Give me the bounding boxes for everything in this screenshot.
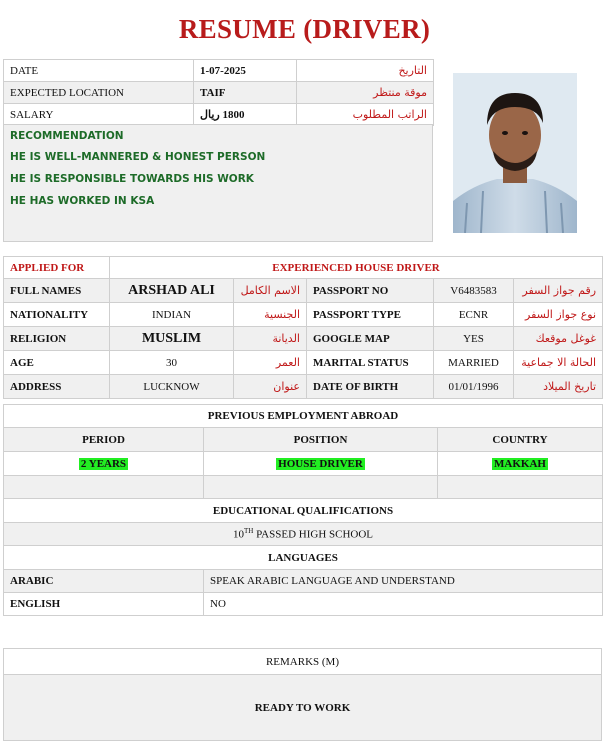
- employment-heading: PREVIOUS EMPLOYMENT ABROAD: [4, 405, 603, 428]
- nationality-value: INDIAN: [110, 303, 234, 327]
- salary-label-ar: الراتب المطلوب: [297, 104, 434, 126]
- marital-status-value: MARRIED: [434, 351, 514, 375]
- google-map-label: GOOGLE MAP: [307, 327, 434, 351]
- religion-value: MUSLIM: [110, 327, 234, 351]
- date-value: 1-07-2025: [194, 60, 297, 82]
- address-value: LUCKNOW: [110, 375, 234, 399]
- languages-heading: LANGUAGES: [4, 546, 603, 570]
- full-names-value: ARSHAD ALI: [110, 279, 234, 303]
- employment-table: [3, 404, 603, 616]
- remarks-label: REMARKS (M): [4, 649, 602, 675]
- address-label: ADDRESS: [4, 375, 110, 399]
- recommendation-box: [3, 124, 433, 242]
- country-value: MAKKAH: [494, 457, 546, 470]
- recommendation-line: HE IS WELL-MANNERED & HONEST PERSON: [10, 151, 266, 163]
- position-value: HOUSE DRIVER: [278, 457, 363, 470]
- date-label: DATE: [4, 60, 194, 82]
- language-level: NO: [204, 593, 603, 616]
- language-name: ARABIC: [4, 570, 204, 593]
- date-of-birth-label-ar: تاريخ الميلاد: [514, 375, 603, 399]
- age-label-ar: العمر: [234, 351, 307, 375]
- education-value: 10TH PASSED HIGH SCHOOL: [4, 523, 603, 546]
- google-map-label-ar: غوغل موقعك: [514, 327, 603, 351]
- empty-cell: [438, 476, 603, 499]
- date-of-birth-label: DATE OF BIRTH: [307, 375, 434, 399]
- candidate-photo: [453, 73, 577, 233]
- marital-status-label: MARITAL STATUS: [307, 351, 434, 375]
- empty-cell: [4, 476, 204, 499]
- religion-label: RELIGION: [4, 327, 110, 351]
- salary-label: SALARY: [4, 104, 194, 126]
- location-label-ar: موقة منتظر: [297, 82, 434, 104]
- location-value: TAIF: [194, 82, 297, 104]
- period-value: 2 YEARS: [80, 457, 127, 470]
- google-map-value: YES: [434, 327, 514, 351]
- nationality-label-ar: الجنسية: [234, 303, 307, 327]
- details-table: [3, 256, 603, 399]
- education-heading: EDUCATIONAL QUALIFICATIONS: [4, 499, 603, 523]
- period-header: PERIOD: [4, 428, 204, 452]
- language-level: SPEAK ARABIC LANGUAGE AND UNDERSTAND: [204, 570, 603, 593]
- date-of-birth-value: 01/01/1996: [434, 375, 514, 399]
- page-title: RESUME (DRIVER): [178, 14, 431, 44]
- portrait-icon: [453, 73, 577, 233]
- position-header: POSITION: [204, 428, 438, 452]
- date-label-ar: التاريخ: [297, 60, 434, 82]
- location-label: EXPECTED LOCATION: [4, 82, 194, 104]
- passport-no-value: V6483583: [434, 279, 514, 303]
- religion-label-ar: الديانة: [234, 327, 307, 351]
- passport-no-label: PASSPORT NO: [307, 279, 434, 303]
- passport-type-label: PASSPORT TYPE: [307, 303, 434, 327]
- full-names-label-ar: الاسم الكامل: [234, 279, 307, 303]
- address-label-ar: عنوان: [234, 375, 307, 399]
- salary-value: 1800 ريال: [194, 104, 297, 126]
- age-label: AGE: [4, 351, 110, 375]
- country-header: COUNTRY: [438, 428, 603, 452]
- top-info-table: [3, 59, 434, 126]
- passport-type-value: ECNR: [434, 303, 514, 327]
- empty-cell: [204, 476, 438, 499]
- remarks-table: [3, 648, 602, 741]
- recommendation-line: HE HAS WORKED IN KSA: [10, 195, 155, 207]
- language-name: ENGLISH: [4, 593, 204, 616]
- passport-type-label-ar: نوع جواز السفر: [514, 303, 603, 327]
- full-names-label: FULL NAMES: [4, 279, 110, 303]
- applied-for-value: EXPERIENCED HOUSE DRIVER: [110, 257, 603, 279]
- remarks-value: READY TO WORK: [4, 675, 602, 741]
- recommendation-heading: RECOMMENDATION: [10, 129, 124, 142]
- applied-for-label: APPLIED FOR: [4, 257, 110, 279]
- marital-status-label-ar: الحالة الا جماعية: [514, 351, 603, 375]
- age-value: 30: [110, 351, 234, 375]
- nationality-label: NATIONALITY: [4, 303, 110, 327]
- recommendation-line: HE IS RESPONSIBLE TOWARDS HIS WORK: [10, 173, 254, 185]
- passport-no-label-ar: رقم جواز السفر: [514, 279, 603, 303]
